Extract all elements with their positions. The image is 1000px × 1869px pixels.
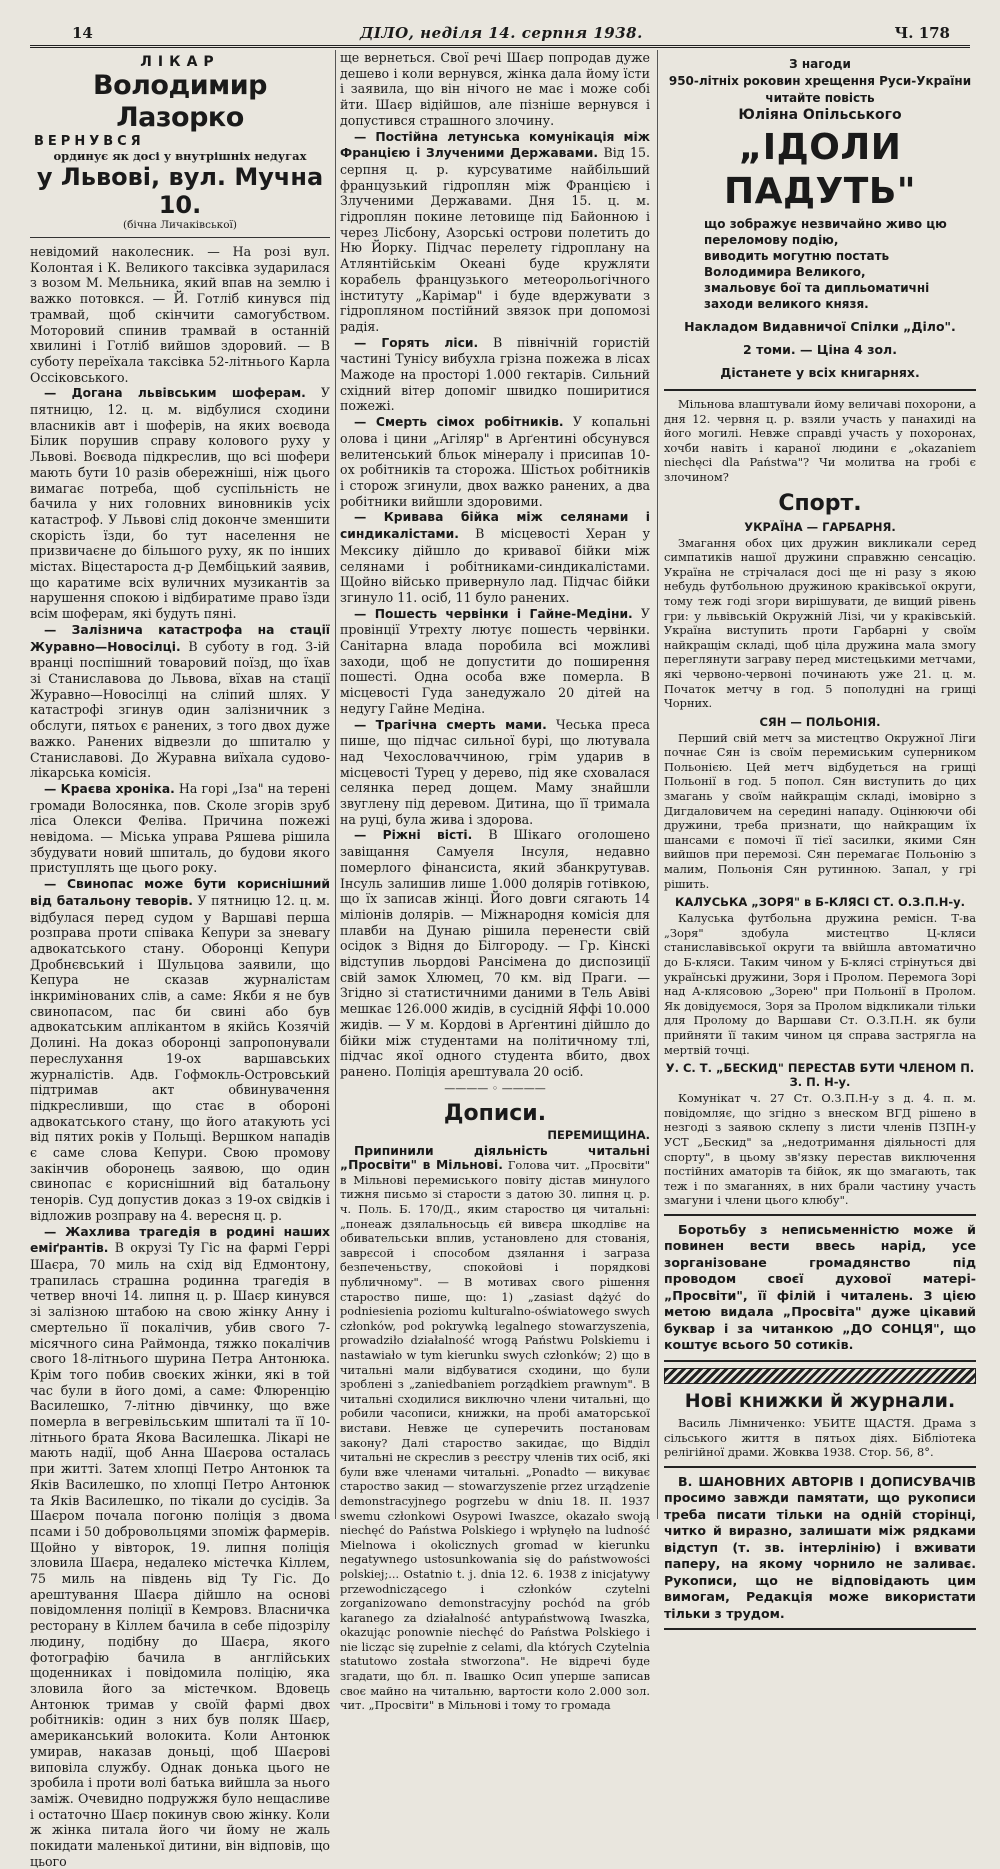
- advert-description: що зображує незвичайно живо цю переломову подію,: [704, 217, 947, 247]
- dopysy-continuation: Мільнова влаштували йому величаві похорони, а дня 12. червня ц. р. взяли участь у панахиді на його могилі. Невже справді участь у похоронах, хочби навіть і караної людини є „okazaniem niechęci dla Państwa"? Чи молитва на гробі є злочином?: [664, 397, 976, 484]
- sport-subheading: УКРАЇНА — ГАРБАРНЯ.: [744, 519, 896, 534]
- article: — Пошесть червінки і Гайне-Медіни. У провінції Утрехту лютує пошесть червінки. Санітарна влада поробила всі можливі заходи, щоб не допустити до поширення пошесті. Одна особа вже померла. В місцевості Гуда занедужало 20 дітей на недугу Гайне Медіна.: [340, 605, 650, 716]
- article: ще вернеться. Свої речі Шаєр попродав дуже дешево і коли вернувся, жінка дала йому їсти і заявила, що він нічого не має і може собі йти. Шаєр відійшов, але пізніше вернувся і допустився страшного злочину.: [340, 50, 650, 128]
- book-advert: [664, 50, 976, 391]
- advert-description: виводить могутню постать Володимира Великого,: [704, 249, 890, 279]
- column-3: [664, 50, 976, 1621]
- col1-articles: [30, 244, 330, 1869]
- page-header: [30, 22, 970, 44]
- advert-description: змальовує бої та дипльоматичні заходи великого князя.: [704, 281, 930, 311]
- advert-specialty: ординує як досі у внутрішніх недугах: [53, 149, 307, 163]
- article: — Смерть сімох робітників. У копальні олова і цини „Агіляр" в Арґентині обсунувся велитенський бльок мінералу і присипав 10-ох робітників та сторожа. Шістьох робітників і сторож згинули, двох важко ранених, а два робітники вийшли здоровими.: [340, 414, 650, 509]
- sport-article: Змагання обох цих дружин викликали серед симпатиків нашої дружини справжню сенсацію. Україна не стрічалася досі ще ні разу з якою небудь футбольною дружиною краківської округи, тому теж годі згори вирішувати, де вищий рівень гри: у львівській Окружній Лізі, чи у краківській. Україна виступить проти Гарбарні у своїм найкращім складі, щоб ціла дружина мала змогу переглянути заграву перед мистецькими метчами, які червоно-червоні починають уже 21. ц. м. Початок метчу в год. 5 пополудні на грищі Чорних.: [664, 535, 976, 711]
- column-1: [30, 50, 330, 1869]
- advert-publisher: Накладом Видавничої Спілки „Діло".: [684, 319, 956, 334]
- sport-subheading: У. С. Т. „БЕСКИД" ПЕРЕСТАВ БУТИ ЧЛЕНОМ П. З. П. Н-у.: [665, 1061, 975, 1090]
- sport-article: Перший свій метч за мистецтво Окружної Ліги почнає Сян із своїм перемиським суперником Польонією. Цей метч відбудеться на грищі Польонії в год. 5 попол. Сян виступить до цих змагань у своїм найкращім складі, імовірно з Дигдаловичем на середині нападу. Оцінюючи обі дружини, треба признати, що найкращим їх шансами є помочі її тієї засилки, якими Сян вийшов при перемозі. Сян перемагає Польонію з малим, Польонія Сян рутинною. Запал, у грі рішить.: [664, 730, 976, 891]
- column-2: [340, 50, 650, 1713]
- sport-article: Калуська футбольна дружина ремісн. Т-ва „Зоря" здобула мистецтво Ц-кляси станиславівської округи та ввійшла автоматично до Б-кляси. Таким чином у Б-клясі стрінуться дві українські дружини, Зоря і Пролом. Перемога Зорі над А-клясовою „Зорею" при Польонії в Пролом. Як довідуємося, Зоря за Пролом відкликали тільки для Пролому до Варшави Ст. О.З.П.Н. як були прийняти її таким чином ця справа застрягла на мертвій точці.: [664, 911, 976, 1057]
- advert-line: 950-літніх роковин хрещення Руси-України: [668, 74, 972, 88]
- advert-returned: ВЕРНУВСЯ: [34, 134, 145, 149]
- new-books-heading: Нові книжки й журнали.: [684, 1389, 956, 1412]
- article: — Догана львівським шоферам. У пятницю, 12. ц. м. відбулися сходини власників авт і шоферів, на яких воєвода Білик порушив справу колового руху у Львові. Воєвода підкреслив, що всі шофери мають бути 10 разів обережніші, ніж цього вимагає потреба, щоб суспільність не бачила у них головних виновників усіх катастроф. У Львові слід доконче зменшити скорість їзди, бо тут населення не призвичаєне до більшого руху, як по інших містах. Віцестароста д-р Дембіцький заявив, що каратиме всіх вуличних музикантів за нарушення спокою і відбиратиме право їзди всім шоферам, які будуть пяні.: [30, 385, 330, 622]
- sport-subheading: КАЛУСЬКА „ЗОРЯ" в Б-КЛЯСІ СТ. О.З.П.Н-у.: [675, 895, 965, 910]
- advert-address-note: (бічна Личаківської): [122, 219, 238, 231]
- new-books-entry: Василь Лімниченко: УБИТЕ ЩАСТЯ. Драма з сільського життя в пятьох діях. Бібліотека релігійної драми. Жовква 1938. Стор. 56, 8°.: [664, 1415, 976, 1460]
- advert-price: 2 томи. — Ціна 4 зол.: [743, 342, 897, 357]
- article: — Жахлива трагедія в родині наших еміґрантів. В окрузі Ту Гіс на фармі Геррі Шаєра, 70 миль на схід від Едмонтону, трапилась страшна родинна трагедія в четвер вночі 14. липня ц. р. Шаєр кинувся зі залізною штабою на свою жінку Анну і смертельно її покалічив, убив свого 7-місячного сина Раймонда, тяжко покалічив свого 18-літнього шурина Петра Антонюка. Крім того побив своєких жінки, які в той час були в його домі, а саме: Флюренцію Василешко, 7-літню дівчинку, що вже померла в вегревільським шпиталі та її 10-літнього брата Якова Василешка. Лікарі не мають надії, щоб Анна Шаєрова осталась при житті. Затем хлопці Петро Антонюк та Яків Василешко, по хлопці Петро Антонюк та Яків Василешко, по тікали до сусідів. За Шаєром почала погоню поліція з двома псами і 50 добровольцями зпоміж фармерів. Щойно у вівторок, 19. липня поліція зловила Шаєра, недалеко містечка Кіллем, 75 миль на південь від Ту Гіс. До арештування Шаєра дійшло на основі повідомлення поліції в Кемровз. Власничка ресторану в Кіллем бачила в себе підозрілу людину, подібну до Шаєра, якого фотографію бачила в англійських щоденниках і повідомила поліцію, яка зловила його за містечком. Вдовець Антонюк тримав у своїй фармі двох робітників: один з них був поляк Шаєр, американський волокита. Коли Антонюк умирав, наказав доньці, щоб Шаєрові виповіла службу. Однак донька цього не зробила і проти волі батька вийшла за нього заміж. Очевидно подружжя було нещасливе і остаточно Шаєр покинув свою жінку. Коли ж жінка питала його чи йому не жаль покидати маленької дитини, він відповів, що цього: [30, 1224, 330, 1869]
- article: — Постійна летунська комунікація між Францією і Злученими Державами. Від 15. серпня ц. р. курсуватиме найбільший французький гідроплян між Францією і Злученими Державами. Дня 15. ц. м. гідроплян покине летовище під Байонною і через Лісбону, Азорські острови полетить до Ню Йорку. Підчас перелету гідроплану на Атлянтійськім Океані буде кружляти корабель французького метеорольогічного інституту „Карімар" і буде вдержувати з гідропляном постійний звязок при допомозі радія.: [340, 129, 650, 334]
- advert-address: у Львові, вул. Мучна 10.: [36, 163, 324, 219]
- advert-doctor-name: Володимир Лазорко: [93, 70, 267, 133]
- advert-book-title: „ІДОЛИ ПАДУТЬ": [723, 127, 917, 212]
- article: — Краєва хроніка. На горі „Іза" на терені громади Волосянка, пов. Сколе згорів зруб ліса Олекси Феліва. Причина пожежі невідома. — Міська управа Ряшева рішила збудувати новий шпиталь, до будови якого приступлять ще цього року.: [30, 780, 330, 876]
- header-rule: [30, 45, 970, 48]
- article: — Ріжні вісті. В Шікаго оголошено завіщання Самуеля Інсуля, недавно померлого фінансиста, який збанкрутував. Інсуль залишив лише 1.000 долярів готівкою, що їх записав жінці. Його довги сягають 14 міліонів долярів. — Міжнародня комісія для плавби на Дунаю рішила перенести свій осідок з Відня до Білгороду. — Гр. Кінскі відступив льордові Рансімена до диспозиції свій замок Хлюмец, 70 км. від Праги. — Згідно зі статистичними даними в Тель Авіві мешкає 126.000 жидів, в сусідній Яффі 10.000 жидів. — У м. Кордові в Арґентині дійшло до бійки між студентами на політичному тлі, підчас якої одного студента вбито, двох ранено. Поліція арештувала 20 осіб.: [340, 827, 650, 1079]
- column-divider: [335, 50, 336, 1519]
- page-number: 14: [72, 24, 93, 42]
- dopysy-place: ПЕРЕМИЩИНА.: [547, 1127, 650, 1142]
- advert-line: З нагоди: [789, 57, 851, 71]
- doctor-advert: [30, 50, 330, 238]
- advert-line: читайте повість: [765, 91, 875, 105]
- issue-number: Ч. 178: [894, 24, 950, 42]
- sport-article: Комунікат ч. 27 Ст. О.З.П.Н-у з д. 4. п. м. повідомляє, що згідно з внеском ВГД рішено в незгоді з заявою склепу з листи членів ПЗПН-у УСТ „Бескид" за „недотримання діяльності для спорту", в цьому зв'язку перестав виключення постійних аматорів та бійок, як що змагають, так теж і по змаганнях, в них брали частину участь змагуни і члени цього клюбу".: [664, 1091, 976, 1208]
- article: — Свинопас може бути кориснішний від батальону теворів. У пятницю 12. ц. м. відбулася перед судом у Варшаві перша розправа проти співака Кепури за зневагу адвокатського стану. Оборонці Кепури Дробнєвський і Шульцова заявили, що Кепура не сказав журналістам інкримінованих слів, а саме: Якби я не був свинопасом, пас би свині або був адвокатським аплікантом в якійсь Козячій Долині. На доказ оборонці запропонували переслухання 19-ох варшавських журналістів. Адв. Гофмокль-Островський підтримав акт обвинувачення підкресливши, що стає в обороні адвокатського стану, що його атакують усі від пятих років у Польщі. Вершком нападів є саме слова Кепури. Свою промову закінчив оборонець заявою, що один свинопас є кориснішний від батальону тенорів. Суд допустив доказ з 19-ох свідків і відложив розправу на 4. вересня ц. р.: [30, 877, 330, 1223]
- notice-text: В. ШАНОВНИХ АВТОРІВ І ДОПИСУВАЧІВ просимо завжди памятати, що рукописи треба писати тільки на одній сторінці, читко й виразно, залишати між рядками відступ (т. зв. інтерлінію) і вживати паперу, на якому чорнило не заливає. Рукописи, що не відповідають цим вимогам, Редакція може використати тільки з трудом.: [664, 1473, 976, 1621]
- dopysy-heading: Дописи.: [443, 1100, 547, 1126]
- column-divider: [657, 50, 658, 1519]
- ornament-border: [664, 1368, 976, 1384]
- article: — Горять ліси. В північній гористій частині Тунісу вибухла грізна пожежа в лісах Мажоде на просторі 1.000 гектарів. Сильний східний вітер допоміг швидко поширитися пожежі.: [340, 334, 650, 414]
- literacy-text: Боротьбу з неписьменністю може й повинен вести ввесь нарід, усе зорганізоване громадянство під проводом своєї духової матері-„Просвіти", її філій і читалень. З цією метою видала „Просвіта" дуже цікавий буквар і за читанкою „ДО СОНЦЯ", що коштує всього 50 сотиків.: [664, 1221, 976, 1353]
- sport-subheading: СЯН — ПОЛЬОНІЯ.: [759, 714, 881, 729]
- article: — Кривава бійка між селянами і синдикалістами. В місцевості Херан у Мексику дійшло до кривавої бійки між селянами і робітниками-синдикалістами. Щойно військо привернуло лад. Підчас бійки згинуло 11. осіб, 11 було ранених.: [340, 510, 650, 605]
- article: — Залізнича катастрофа на стації Журавно—Новосілці. В суботу в год. 3-ій вранці поспішний товаровий поїзд, що їхав зі Станиславова до Львова, вїхав на стації Журавно—Новосілці на сліпий шлях. У катастрофі згинув один залізничник з обслуги, пятьох є ранених, з того двох дуже важко. Ранених відвезли до шпиталю у Станиславові. До Журавна виїхала судово-лікарська комісія.: [30, 622, 330, 781]
- sport-heading: Спорт.: [778, 490, 862, 516]
- dopysy-article: Припинили діяльність читальні „Просвіти" в Мільнові. Голова чит. „Просвіти" в Мільнові перемиського повіту дістав минулого тижня письмо зі старости з датою 30. липня ц. р. ч. Поль. Б. 170/Д., яким староство ця читальні: „понеаж дзялальносьць єй вивєра шкодлівє на обивательськи вплив, установлено для стованія, заврєсой і способом дзялання і заграза безпеченьству, спокойові і порядкові публичному". — В мотивах свого рішення староство пише, що: 1) „zasiast dążyć do podniesienia poziomu kulturalno-oświatowego swych członków, pod pokrywką legalnego stowarzyszenia, prowadziło działalność wrogą Państwu Polskiemu i nastawiało w tym kierunku swych członków; 2) що в читальні мали відбуватися сходини, що були зроблені з „zaniedbaniem porządkiem prawnym". В читальні сходилися виключно члени читальні, що робили часописи, книжки, на пробі аматорської вистави. Невже це суперечить постановам закону? Далі староство закидає, що Відділ читальні не скреслив з реєстру членів тих осіб, які були вже членами читальні. „Ponadto — викуває староство закид — stowarzyszenie przez urządzenie demonstracyjnego pogrzebu w dniu 18. II. 1937 swemu członkowi Osypowi Iwaszce, okazało swoją niechęć do Państwa Polskiego i wpłynęło na ludność Mielnowa i okolicznych gromad w kierunku negatywnego ustosunkowania się do państwowości polskiej;... Ostatnio t. j. dnia 12. 6. 1938 z inicjatywy przewodniczącego i członków czytelni zorganizowano demonstracyjny pochód na grób karanego za działalność antypaństwową Iwaszka, okazując ponownie niechęć do Państwa Polskiego i nie licząc się zupełnie z celami, dla których Czytelnia statutowo została stworzona". Не відречі буде згадати, що бл. п. Івашко Осип уперше записав своє майно на читальню, вартости коло 2.000 зол. чит. „Просвіти" в Мільнові і тому то громада: [340, 1143, 650, 1713]
- section-divider: ———— ◦ ————: [444, 1081, 546, 1095]
- masthead-date: ДІЛО, неділя 14. серпня 1938.: [360, 24, 643, 42]
- literacy-box: [664, 1214, 976, 1362]
- authors-notice: [664, 1466, 976, 1631]
- article: невідомий наколесник. — На розі вул. Колонтая і К. Великого таксівка зударилася з возом М. Мельника, який впав на землю і важко потовкся. — Й. Готліб кинувся під трамвай, щоб скінчити самогубством. Моторовий спинив трамвай в останній хвилині і Готліб вийшов здоровий. — В суботу переїхала таксівка 52-літнього Карла Оссіковського.: [30, 244, 330, 385]
- article: — Трагічна смерть мами. Чеська преса пише, що підчас сильної бурі, що лютувала над Чехословаччиною, грім ударив в місцевості Турец у дерево, під яке сховалася селянка перед дощем. Маму знайшли звуглену під деревом. Дитина, що її тримала на руці, була жива і здорова.: [340, 716, 650, 827]
- advert-availability: Дістанете у всіх книгарнях.: [720, 365, 920, 380]
- advert-author: Юліяна Опільського: [738, 107, 902, 123]
- advert-title: ЛІКАР: [140, 54, 220, 70]
